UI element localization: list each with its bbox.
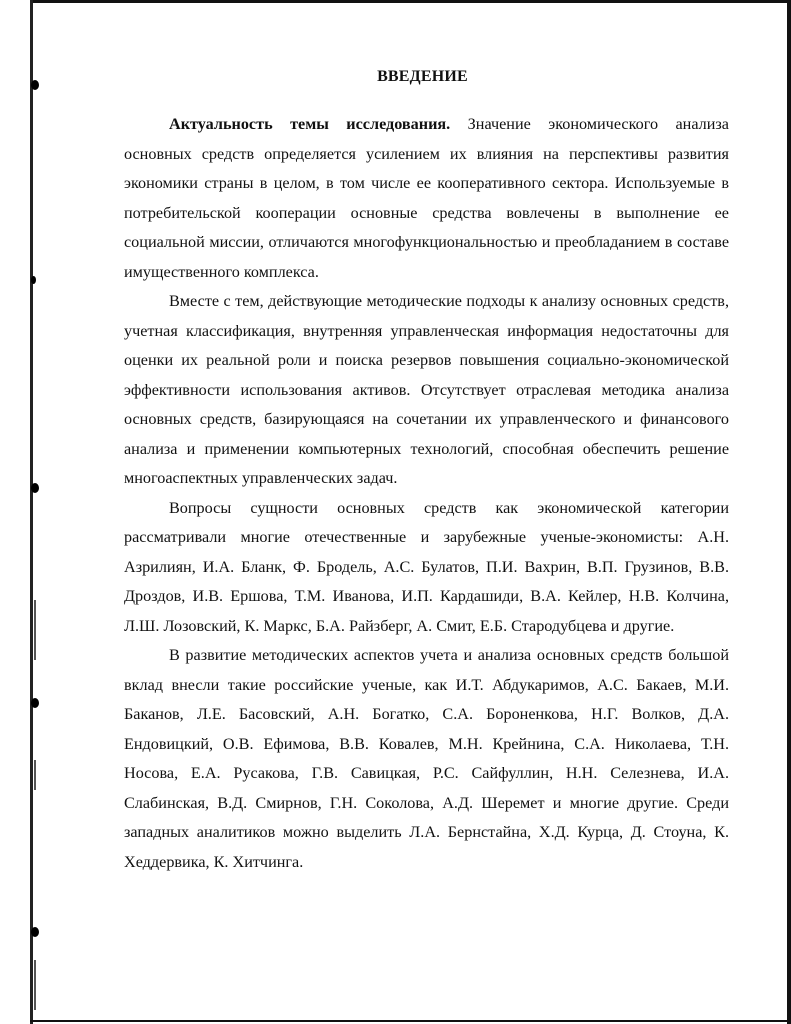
paragraph-text: Значение экономического анализа основных средств определяется усилением их влияния на перспективы развития экономики страны в целом, в том числе ее кооперативного сектора. Используемые в потребительской кооперации основные средства вовлечены в выполнение ее социальной миссии, отличаются многофункциональностью и преобладанием в составе имущественного комплекса. [124,115,729,281]
page-edge-right [787,0,791,1024]
binding-hole-mark [31,276,36,284]
binding-hole-mark [31,698,39,708]
binding-hole-mark [31,483,39,493]
paragraph: В развитие методических аспектов учета и анализа основных средств большой вклад внесли такие российские ученые, как И.Т. Абдукаримов, А.С. Бакаев, М.И. Баканов, Л.Е. Басовский, А.Н. Богатко, С.А. Бороненкова, Н.Г. Волков, Д.А. Ендовицкий, О.В. Ефимова, В.В. Ковалев, М.Н. Крейнина, С.А. Николаева, Т.Н. Носова, Е.А. Русакова, Г.В. Савицкая, Р.С. Сайфуллин, Н.Н. Селезнева, И.А. Слабинская, В.Д. Смирнов, Г.Н. Соколова, А.Д. Шеремет и многие другие. Среди западных аналитиков можно выделить Л.А. Бернстайна, Х.Д. Курца, Д. Стоуна, К. Хеддервика, К. Хитчинга. [124,646,729,871]
paragraph: Вопросы сущности основных средств как экономической категории рассматривали многие отечественные и зарубежные ученые-экономисты: А.Н. Азрилиян, И.А. Бланк, Ф. Бродель, А.С. Булатов, П.И. Вахрин, В.П. Грузинов, В.В. Дроздов, И.В. Ершова, Т.М. Иванова, И.П. Кардашиди, В.А. Кейлер, Н.В. Колчина, Л.Ш. Лозовский, К. Маркс, Б.А. Райзберг, А. Смит, Е.Б. Стародубцева и другие. [124,498,729,635]
paragraph-lead: Актуальность темы исследования. [169,115,451,133]
scan-artifact [34,600,36,660]
binding-hole-mark [31,927,39,937]
document-body [124,110,729,877]
paragraph: Вместе с тем, действующие методические подходы к анализу основных средств, учетная классификация, внутренняя управленческая информация недостаточны для оценки их реальной роли и поиска резервов повышения социально-экономической эффективности использования активов. Отсутствует отраслевая методика анализа основных средств, базирующаяся на сочетании их управленческого и финансового анализа и применении компьютерных технологий, способная обеспечить решение многоаспектных управленческих задач. [124,292,729,487]
paragraph [124,110,729,287]
scan-artifact [34,760,36,790]
page-edge-bottom [30,1020,791,1022]
page-edge-top [30,0,791,3]
page-edge-left [30,0,33,1024]
scan-artifact [34,960,36,1010]
document-title: ВВЕДЕНИЕ [377,68,468,85]
